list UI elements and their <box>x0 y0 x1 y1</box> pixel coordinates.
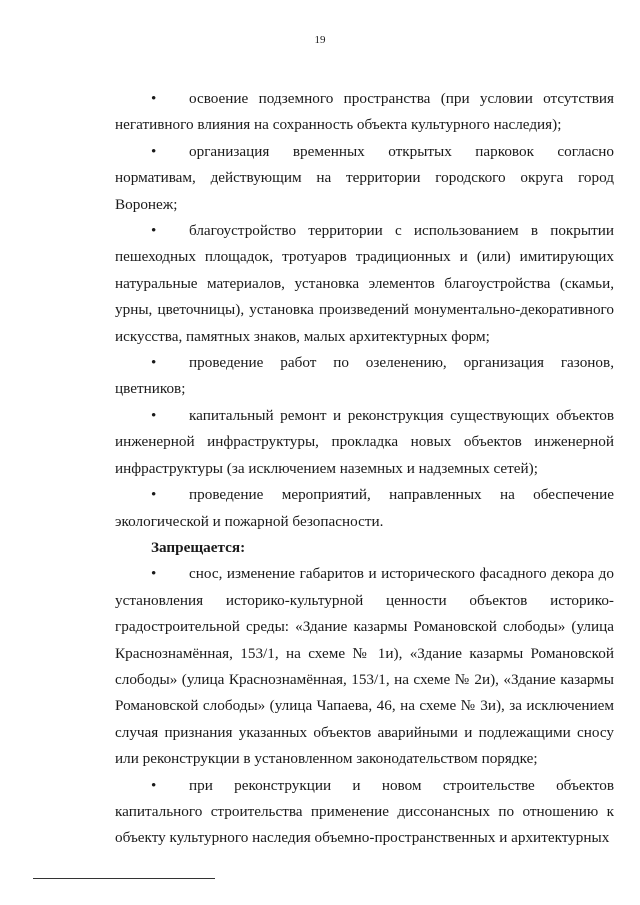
footnote-separator <box>33 878 215 879</box>
list-item-text: снос, изменение габаритов и исторического фасадного декора до установления историко-культурной ценности объектов историко-градостроительной среды: «Здание казармы Романовской слободы» (улица Краснознамённая, 153/1, на схеме № 1и), «Здание казармы Романовской слободы» (улица Краснознамённая, 153/1, на схеме № 2и), «Здание казармы Романовской слободы» (улица Чапаева, 46, на схеме № 3и), за исключением случая признания указанных объектов аварийными и подлежащими сносу или реконструкции в установленном законодательством порядке; <box>115 565 614 768</box>
bullet-icon: • <box>151 486 157 504</box>
prohibited-heading: Запрещается: <box>151 538 246 556</box>
list-item-text: благоустройство территории с использованием в покрытии пешеходных площадок, тротуаров традиционных и (или) имитирующих натуральные материалов, установка элементов благоустройства (скамьи, урны, цветочницы), установка произведений монументально-декоративного искусства, памятных знаков, малых архитектурных форм; <box>115 222 614 345</box>
list-item <box>115 482 614 535</box>
list-item <box>115 561 614 772</box>
bullet-icon: • <box>151 776 157 794</box>
list-item <box>115 773 614 852</box>
bullet-icon: • <box>151 142 157 160</box>
list-item <box>115 218 614 350</box>
list-item-text: при реконструкции и новом строительстве объектов капитального строительства применение диссонансных по отношению к объекту культурного наследия объемно-пространственных и архитектурных <box>115 776 614 847</box>
list-item <box>115 403 614 482</box>
list-item-text: проведение работ по озеленению, организация газонов, цветников; <box>115 354 614 398</box>
list-item-text: проведение мероприятий, направленных на обеспечение экологической и пожарной безопасности. <box>115 486 614 530</box>
list-item <box>115 350 614 403</box>
page-number: 19 <box>314 34 326 46</box>
list-item <box>115 86 614 139</box>
bullet-icon: • <box>151 406 157 424</box>
list-item <box>115 139 614 218</box>
document-body <box>115 86 614 852</box>
bullet-icon: • <box>151 565 157 583</box>
bullet-icon: • <box>151 222 157 240</box>
bullet-icon: • <box>151 354 157 372</box>
list-item-text: освоение подземного пространства (при условии отсутствия негативного влияния на сохранность объекта культурного наследия); <box>115 90 614 134</box>
bullet-icon: • <box>151 90 157 107</box>
list-item-text: капитальный ремонт и реконструкция существующих объектов инженерной инфраструктуры, прокладка новых объектов инженерной инфраструктуры (за исключением наземных и надземных сетей); <box>115 406 614 477</box>
list-item-text: организация временных открытых парковок согласно нормативам, действующим на территории городского округа город Воронеж; <box>115 142 614 213</box>
